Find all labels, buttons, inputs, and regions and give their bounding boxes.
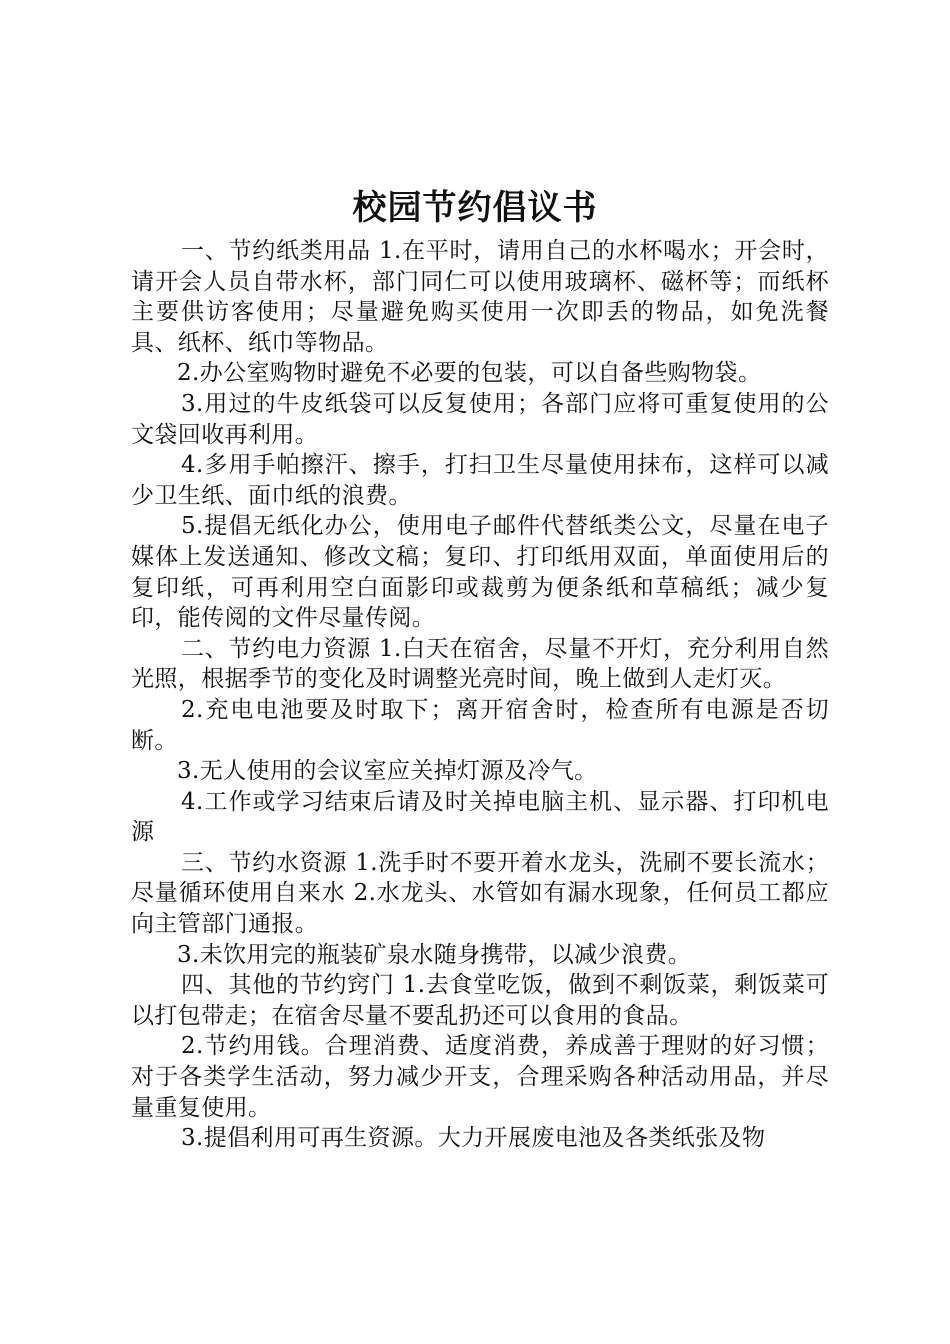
paragraph-other-item-3: 3.提倡利用可再生资源。大力开展废电池及各类纸张及物 (181, 1125, 766, 1152)
paragraph-electricity-saving: 二、节约电力资源 1.白天在宿舍，尽量不开灯，充分利用自然光照，根据季节的变化及时调整光亮时间，晚上做到人走灯灭。 (131, 635, 829, 693)
paragraph-paper-saving: 一、节约纸类用品 1.在平时，请用自己的水杯喝水；开会时，请开会人员自带水杯，部门同仁可以使用玻璃杯、磁杯等；而纸杯主要供访客使用；尽量避免购买使用一次即丢的物品，如免洗餐具、纸杯、纸巾等物品。 (131, 238, 829, 356)
paragraph-paper-item-5: 5.提倡无纸化办公，使用电子邮件代替纸类公文，尽量在电子媒体上发送通知、修改文稿；复印、打印纸用双面，单面使用后的复印纸，可再利用空白面影印或裁剪为便条纸和草稿纸；减少复印，能传阅的文件尽量传阅。 (131, 513, 829, 632)
paragraph-water-item-3: 3.未饮用完的瓶装矿泉水随身携带，以减少浪费。 (177, 941, 692, 968)
paragraph-electricity-item-2: 2.充电电池要及时取下；离开宿舍时，检查所有电源是否切断。 (131, 696, 829, 754)
paragraph-water-saving: 三、节约水资源 1.洗手时不要开着水龙头，洗刷不要长流水；尽量循环使用自来水 2.水龙头、水管如有漏水现象，任何员工都应向主管部门通报。 (131, 849, 829, 938)
paragraph-paper-item-4: 4.多用手帕擦汗、擦手，打扫卫生尽量使用抹布，这样可以减少卫生纸、面巾纸的浪费。 (131, 452, 829, 509)
paragraph-other-item-2: 2.节约用钱。合理消费、适度消费，养成善于理财的好习惯；对于各类学生活动，努力减少开支，合理采购各种活动用品，并尽量重复使用。 (131, 1033, 829, 1121)
paragraph-electricity-item-3: 3.无人使用的会议室应关掉灯源及冷气。 (177, 758, 598, 785)
paragraph-paper-item-2: 2.办公室购物时避免不必要的包装，可以自备些购物袋。 (177, 360, 762, 387)
paragraph-other-tips: 四、其他的节约窍门 1.去食堂吃饭，做到不剩饭菜，剩饭菜可以打包带走；在宿舍尽量不要乱扔还可以食用的食品。 (131, 972, 829, 1029)
document-title: 校园节约倡议书 (352, 188, 598, 228)
paragraph-paper-item-3: 3.用过的牛皮纸袋可以反复使用；各部门应将可重复使用的公文袋回收再利用。 (131, 390, 829, 448)
document-body (131, 236, 829, 1154)
paragraph-electricity-item-4: 4.工作或学习结束后请及时关掉电脑主机、显示器、打印机电源 (131, 788, 829, 846)
